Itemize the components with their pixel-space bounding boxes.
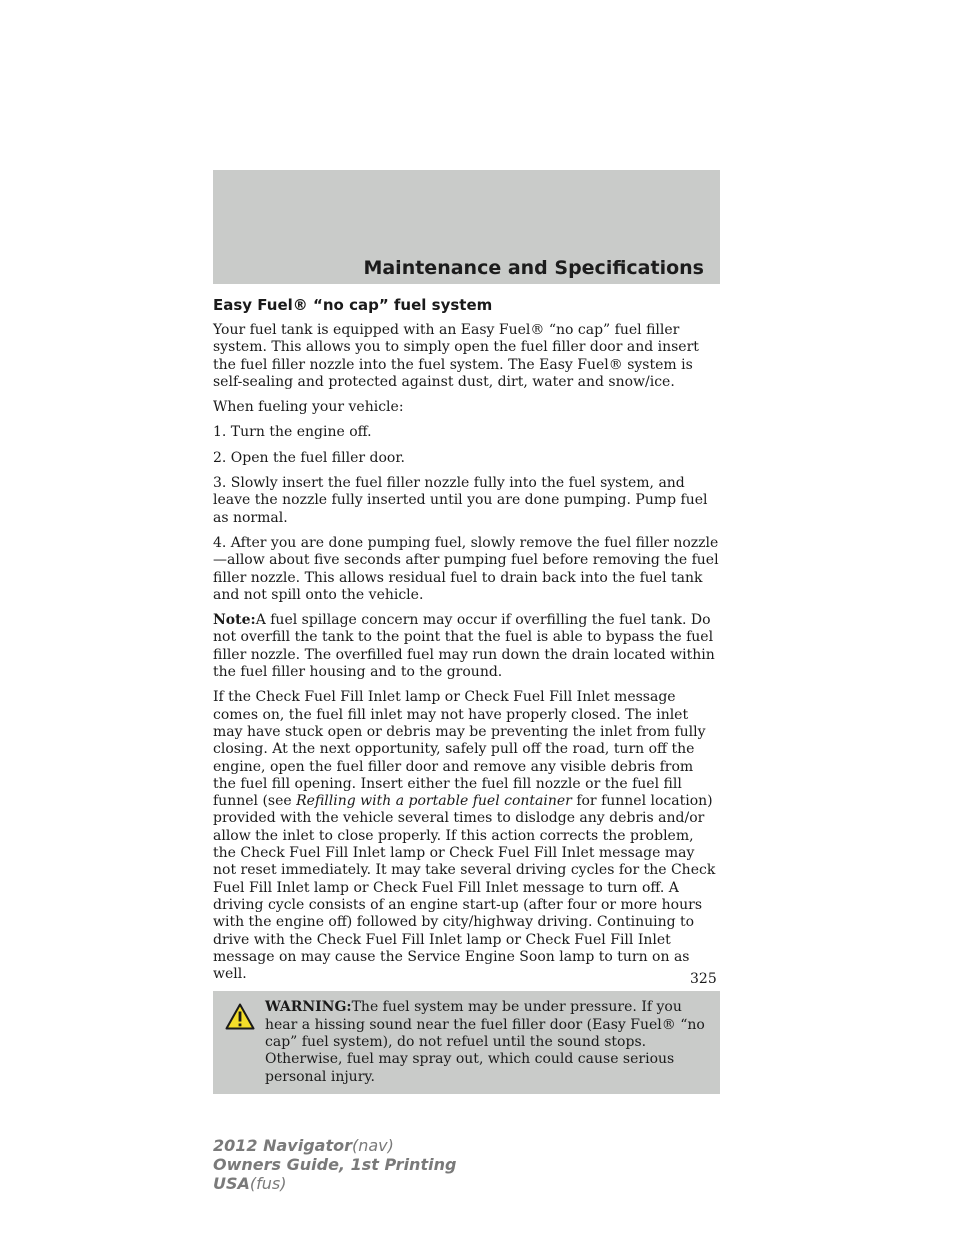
note-text: A fuel spillage concern may occur if overfilling the fuel tank. Do not overfill the tank to the point that the fuel is able to bypass the fuel filler nozzle. The overfilled fuel may run down the drain located within the fuel filler housing and to the ground. xyxy=(213,612,715,681)
footer-region: USA xyxy=(213,1174,250,1193)
footer xyxy=(213,1136,456,1193)
footer-line-3 xyxy=(213,1174,456,1193)
topic-heading: Easy Fuel® “no cap” fuel system xyxy=(213,296,493,314)
step-1: 1. Turn the engine off. xyxy=(213,424,372,441)
note-paragraph xyxy=(213,612,720,681)
check-fuel-text-1: If the Check Fuel Fill Inlet lamp or Check Fuel Fill Inlet message comes on, the fuel fill inlet may not have properly closed. The inlet may have stuck open or debris may be preventing the inlet from fully closing. At the next opportunity, safely pull off the road, turn off the engine, open the fuel filler door and remove any visible debris from the fuel fill opening. Insert either the fuel fill nozzle or the fuel fill funnel (see xyxy=(213,689,706,810)
page-content xyxy=(213,296,720,1094)
footer-line-2: Owners Guide, 1st Printing xyxy=(213,1155,457,1174)
warning-triangle-icon xyxy=(225,1003,255,1030)
check-fuel-text-2: for funnel location) provided with the vehicle several times to dislodge any debris and/or allow the inlet to close properly. If this action corrects the problem, the Check Fuel Fill Inlet lamp or Check Fuel Fill Inlet message may not reset immediately. It may take several driving cycles for the Check Fuel Fill Inlet lamp or Check Fuel Fill Inlet message to turn off. A driving cycle consists of an engine start-up (after four or more hours with the engine off) followed by city/highway driving. Continuing to drive with the Check Fuel Fill Inlet lamp or Check Fuel Fill Inlet message on may cause the Service Engine Soon lamp to turn on as well. xyxy=(213,793,716,983)
warning-box xyxy=(213,991,720,1093)
warning-paragraph xyxy=(219,999,714,1085)
warning-text: The fuel system may be under pressure. If you hear a hissing sound near the fuel filler door (Easy Fuel® “no cap” fuel system), do not refuel until the sound stops. Otherwise, fuel may spray out, which could cause serious personal injury. xyxy=(265,999,705,1085)
when-fueling-paragraph: When fueling your vehicle: xyxy=(213,399,404,416)
check-fuel-paragraph xyxy=(213,689,720,983)
section-header-band xyxy=(213,170,720,284)
footer-model: 2012 Navigator xyxy=(213,1136,352,1155)
page-number: 325 xyxy=(690,971,717,987)
note-label: Note: xyxy=(213,612,256,629)
step-2: 2. Open the fuel filler door. xyxy=(213,449,405,466)
footer-line-1 xyxy=(213,1136,456,1155)
footer-model-code: (nav) xyxy=(351,1136,394,1155)
footer-region-code: (fus) xyxy=(249,1174,287,1193)
cross-reference-link: Refilling with a portable fuel container xyxy=(296,793,572,810)
intro-paragraph: Your fuel tank is equipped with an Easy Fuel® “no cap” fuel filler system. This allows you to simply open the fuel filler door and insert the fuel filler nozzle into the fuel system. The Easy Fuel® system is self-sealing and protected against dust, dirt, water and snow/ice. xyxy=(213,322,699,390)
section-title: Maintenance and Specifications xyxy=(363,257,704,279)
warning-label: WARNING: xyxy=(265,999,352,1016)
step-3: 3. Slowly insert the fuel filler nozzle fully into the fuel system, and leave the nozzle fully inserted until you are done pumping. Pump fuel as normal. xyxy=(213,475,708,526)
step-4: 4. After you are done pumping fuel, slowly remove the fuel filler nozzle—allow about five seconds after pumping fuel before removing the fuel filler nozzle. This allows residual fuel to drain back into the fuel tank and not spill onto the vehicle. xyxy=(213,534,719,603)
